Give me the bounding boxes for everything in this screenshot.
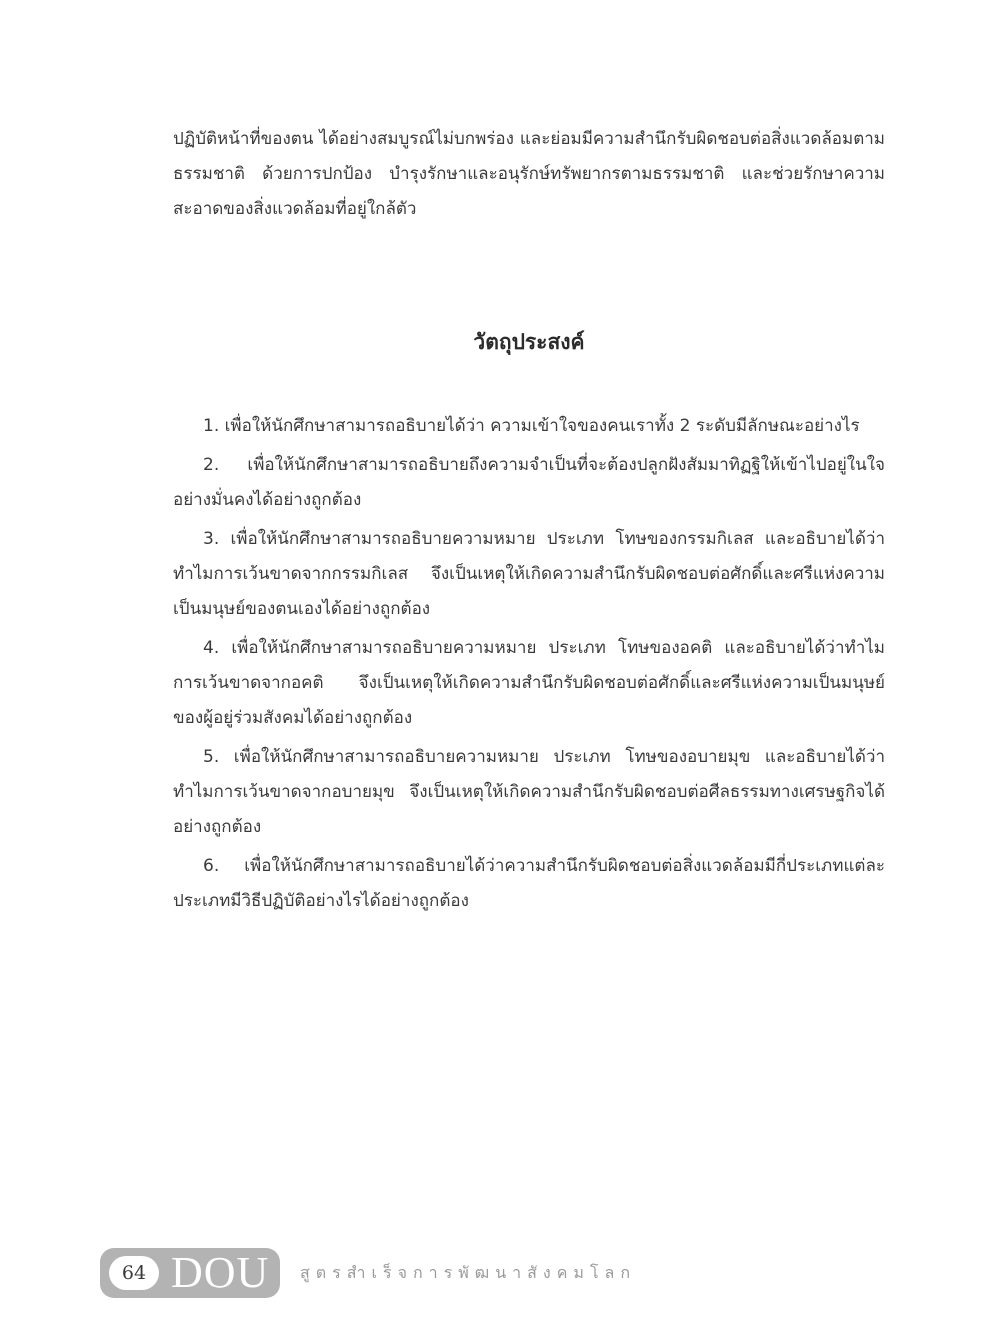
footer-badge [100,1248,280,1298]
page-footer [100,1248,636,1298]
book-title: สูตรสำเร็จการพัฒนาสังคมโลก [300,1262,637,1282]
objective-item-3: 3. เพื่อให้นักศึกษาสามารถอธิบายความหมาย ประเภท โทษของกรรมกิเลส และอธิบายได้ว่าทำไมการเว้นขาดจากกรรมกิเลส จึงเป็นเหตุให้เกิดความสำนึกรับผิดชอบต่อศักดิ์และศรีแห่งความเป็นมนุษย์ของตนเองได้อย่างถูกต้อง [173,529,885,619]
section-heading: วัตถุประสงค์ [473,330,585,354]
intro-paragraph: ปฏิบัติหน้าที่ของตน ได้อย่างสมบูรณ์ไม่บกพร่อง และย่อมมีความสำนึกรับผิดชอบต่อสิ่งแวดล้อมตามธรรมชาติ ด้วยการปกป้อง บำรุงรักษาและอนุรักษ์ทรัพยากรตามธรรมชาติ และช่วยรักษาความสะอาดของสิ่งแวดล้อมที่อยู่ใกล้ตัว [173,129,885,219]
objective-item-6: 6. เพื่อให้นักศึกษาสามารถอธิบายได้ว่าความสำนึกรับผิดชอบต่อสิ่งแวดล้อมมีกี่ประเภทแต่ละประเภทมีวิธีปฏิบัติอย่างไรได้อย่างถูกต้อง [173,856,885,911]
page-content [173,122,885,911]
objective-item-2: 2. เพื่อให้นักศึกษาสามารถอธิบายถึงความจำเป็นที่จะต้องปลูกฝังสัมมาทิฏฐิให้เข้าไปอยู่ในใจอย่างมั่นคงได้อย่างถูกต้อง [173,455,885,510]
objective-item-1: 1. เพื่อให้นักศึกษาสามารถอธิบายได้ว่า ความเข้าใจของคนเราทั้ง 2 ระดับมีลักษณะอย่างไร [203,416,860,436]
objective-item-4: 4. เพื่อให้นักศึกษาสามารถอธิบายความหมาย ประเภท โทษของอคติ และอธิบายได้ว่าทำไมการเว้นขาดจากอคติ จึงเป็นเหตุให้เกิดความสำนึกรับผิดชอบต่อศักดิ์และศรีแห่งความเป็นมนุษย์ของผู้อยู่ร่วมสังคมได้อย่างถูกต้อง [173,638,885,728]
page-number: 64 [109,1256,159,1290]
objective-item-5: 5. เพื่อให้นักศึกษาสามารถอธิบายความหมาย ประเภท โทษของอบายมุข และอธิบายได้ว่าทำไมการเว้นขาดจากอบายมุข จึงเป็นเหตุให้เกิดความสำนึกรับผิดชอบต่อศีลธรรมทางเศรษฐกิจได้อย่างถูกต้อง [173,747,885,837]
brand-logo: DOU [171,1248,270,1297]
objectives-list [173,409,885,923]
